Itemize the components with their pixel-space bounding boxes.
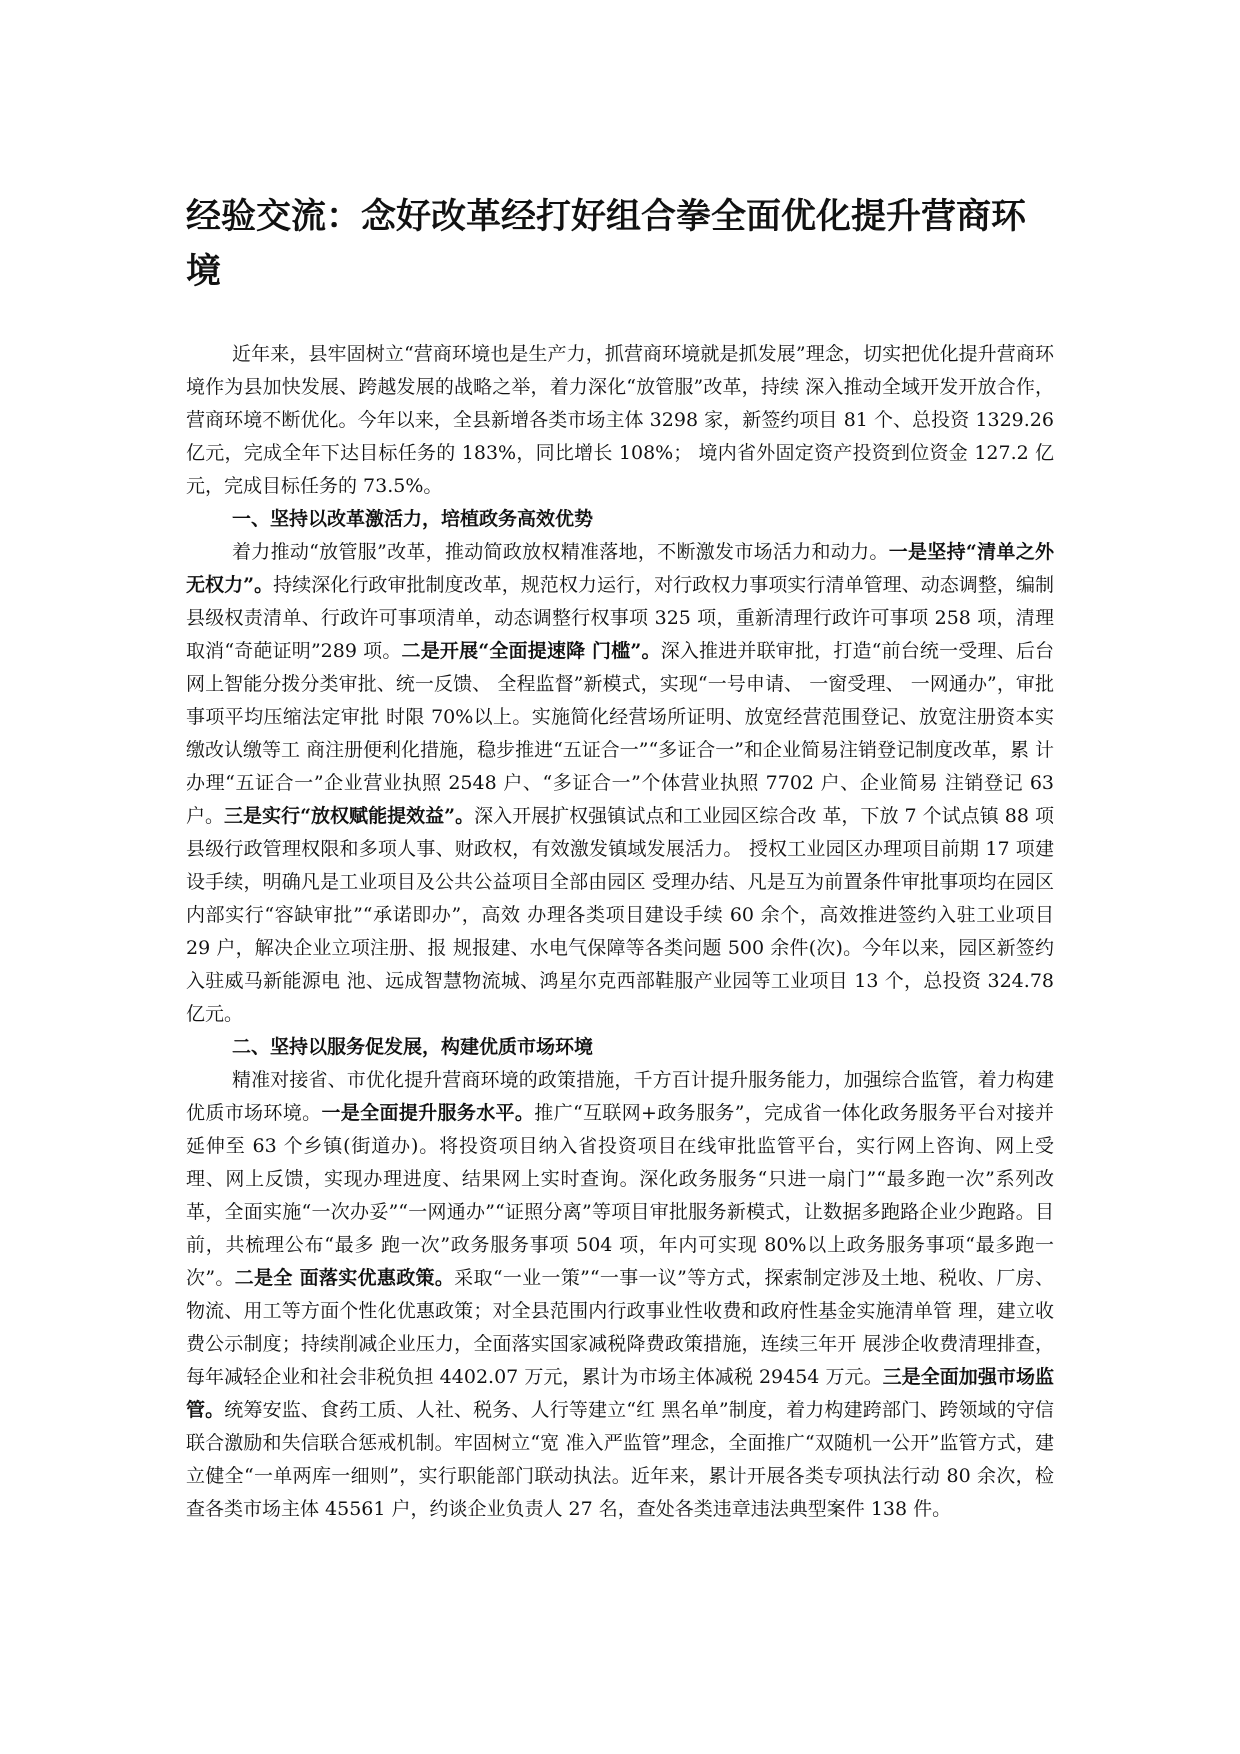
section1-bold-2: 二是开展“全面提速降 门槛”。	[401, 640, 661, 662]
section2-paragraph	[186, 1064, 1054, 1526]
section2-text-1: 精准对接省、市优化提升营商环境的政策措施，千方百计提升服务能力，加强综合监管，着力构建优质市场环境。	[186, 1069, 1054, 1124]
section2-heading: 二、坚持以服务促发展，构建优质市场环境	[232, 1036, 594, 1058]
section1-paragraph	[186, 536, 1054, 1031]
intro-paragraph	[186, 338, 1054, 503]
section2-text-2: 推广“互联网+政务服务”，完成省一体化政务服务平台对接并延伸至 63 个乡镇(街道办)。将投资项目纳入省投资项目在线审批监管平台，实行网上咨询、网上受理、网上反馈，实现办理进度、结果网上实时查询。深化政务服务“只进一扇门”“最多跑一次”系列改革，全面实施“一次办妥”“一网通办”“证照分离”等项目审批服务新模式，让数据多跑路企业少跑路。目前，共梳理公布“最多 跑一次”政务服务事项 504 项，年内可实现 80%以上政务服务事项“最多跑一次”。	[186, 1102, 1054, 1289]
section1-text-4: 深入开展扩权强镇试点和工业园区综合改 革，下放 7 个试点镇 88 项县级行政管理权限和多项人事、财政权，有效激发镇域发展活力。 授权工业园区办理项目前期 17 项建设手续，明确凡是工业项目及公共公益项目全部由园区 受理办结、凡是互为前置条件审批事项均在园区内部实行“容缺审批”“承诺即办”，高效 办理各类项目建设手续 60 余个，高效推进签约入驻工业项目 29 户，解决企业立项注册、报 规报建、水电气保障等各类问题 500 余件(次)。今年以来，园区新签约入驻威马新能源电 池、远成智慧物流城、鸿星尔克西部鞋服产业园等工业项目 13 个，总投资 324.78 亿元。	[186, 805, 1054, 1025]
section1-heading: 一、坚持以改革激活力，培植政务高效优势	[232, 508, 594, 530]
section1-text-2: 持续深化行政审批制度改革，规范权力运行，对行政权力事项实行清单管理、动态调整，编制县级权责清单、行政许可事项清单，动态调整行权事项 325 项，重新清理行政许可事项 258 项，清理取消“奇葩证明”289 项。	[186, 574, 1054, 662]
section1-bold-1: 一是坚持“清单之外无权力”。	[186, 541, 1054, 596]
section1-text-1: 着力推动“放管服”改革，推动简政放权精准落地，不断激发市场活力和动力。	[232, 541, 889, 563]
document-title: 经验交流：念好改革经打好组合拳全面优化提升营商环境	[186, 197, 1027, 292]
section2-bold-2: 二是全 面落实优惠政策。	[234, 1267, 455, 1289]
section2-text-3: 采取“一业一策”“一事一议”等方式，探索制定涉及土地、税收、厂房、 物流、用工等方面个性化优惠政策；对全县范围内行政事业性收费和政府性基金实施清单管 理，建立收费公示制度；持续削减企业压力，全面落实国家减税降费政策措施，连续三年开 展涉企收费清理排查，每年减轻企业和社会非税负担 4402.07 万元，累计为市场主体减税 29454 万元。	[186, 1267, 1054, 1388]
intro-text: 近年来，县牢固树立“营商环境也是生产力，抓营商环境就是抓发展”理念，切实把优化提升营商环境作为县加快发展、跨越发展的战略之举，着力深化“放管服”改革，持续 深入推动全域开发开放合作，营商环境不断优化。今年以来，全县新增各类市场主体 3298 家，新签约项目 81 个、总投资 1329.26 亿元，完成全年下达目标任务的 183%，同比增长 108%； 境内省外固定资产投资到位资金 127.2 亿元，完成目标任务的 73.5%。	[186, 343, 1054, 497]
section1-bold-3: 三是实行“放权赋能提效益”。	[224, 805, 475, 827]
section1-text-3: 深入推进并联审批，打造“前台统一受理、后台网上智能分拨分类审批、统一反馈、 全程监督”新模式，实现“一号申请、 一窗受理、 一网通办”，审批事项平均压缩法定审批 时限 70%以上。实施简化经营场所证明、放宽经营范围登记、放宽注册资本实缴改认缴等工 商注册便利化措施，稳步推进“五证合一”“多证合一”和企业简易注销登记制度改革，累 计办理“五证合一”企业营业执照 2548 户、“多证合一”个体营业执照 7702 户、企业简易 注销登记 63 户。	[186, 640, 1055, 827]
document-page	[186, 190, 1054, 1526]
section2-bold-1: 一是全面提升服务水平。	[321, 1102, 535, 1124]
section2-text-4: 统筹安监、食药工质、人社、税务、人行等建立“红 黑名单”制度，着力构建跨部门、跨领域的守信联合激励和失信联合惩戒机制。牢固树立“宽 准入严监管”理念，全面推广“双随机一公开”监管方式，建立健全“一单两库一细则”，实行职能部门联动执法。近年来，累计开展各类专项执法行动 80 余次，检查各类市场主体 45561 户，约谈企业负责人 27 名，查处各类违章违法典型案件 138 件。	[186, 1399, 1054, 1520]
section2-bold-3: 三是全面加强市场监管。	[186, 1366, 1054, 1421]
